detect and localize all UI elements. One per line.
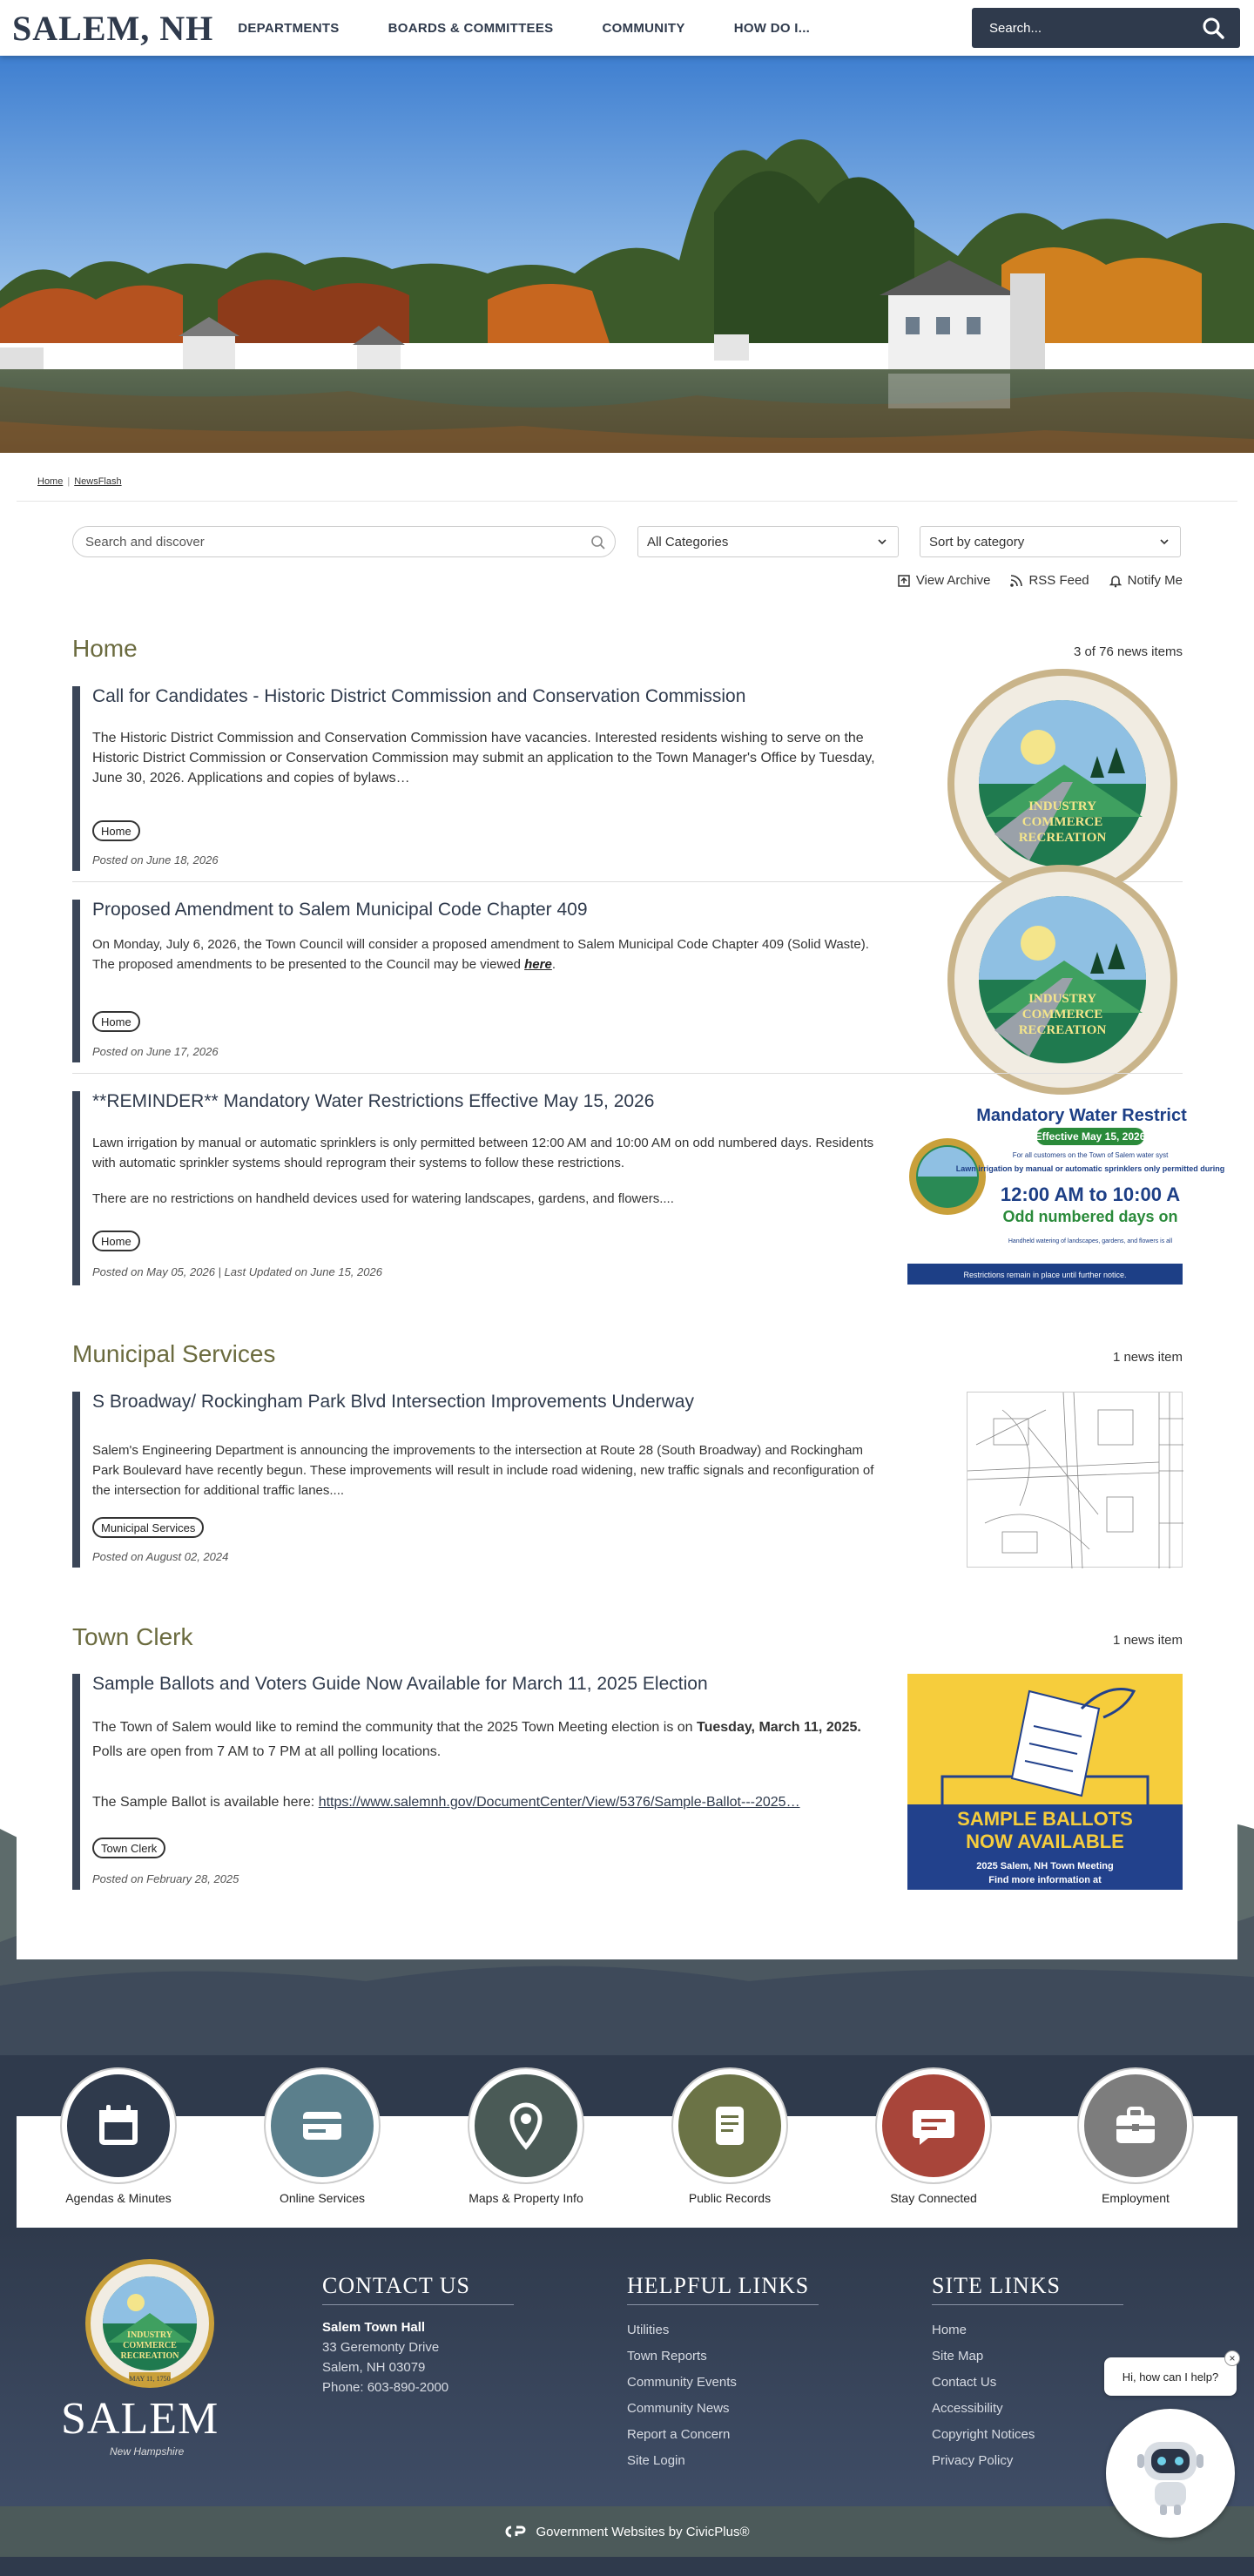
town-seal-image — [942, 900, 1183, 1062]
view-archive-link[interactable] — [897, 573, 991, 588]
news-item-description-text-a: The Town of Salem would like to remind the community that the 2025 Town Meeting election is on — [92, 1720, 698, 1735]
posted-date: Posted on May 05, 2026 | Last Updated on June 15, 2026 — [92, 1265, 382, 1278]
quick-link-label: Agendas & Minutes — [65, 2191, 172, 2205]
news-search-input[interactable] — [72, 526, 616, 557]
thumb-title: Mandatory Water Restrict — [976, 1106, 1187, 1125]
card-icon — [266, 2069, 379, 2182]
notify-me-label: Notify Me — [1127, 573, 1183, 588]
sample-ballot-text: The Sample Ballot is available here: — [92, 1795, 319, 1810]
news-item-thumbnail[interactable] — [942, 900, 1183, 1062]
sample-ballots-graphic — [907, 1674, 1183, 1890]
seal-text-commerce: COMMERCE — [1021, 815, 1103, 829]
news-item — [72, 686, 1183, 871]
section-count-home: 3 of 76 news items — [1073, 644, 1183, 659]
thumb-effective: Effective May 15, 2026 — [1035, 1130, 1146, 1143]
news-item-description-text-b: Polls are open from 7 AM to 7 PM at all polling locations. — [92, 1744, 442, 1759]
posted-date: Posted on August 02, 2024 — [92, 1550, 229, 1563]
rss-icon — [1009, 574, 1023, 588]
quick-link-label: Employment — [1102, 2191, 1170, 2205]
section-title-home: Home — [72, 635, 138, 662]
footer-link-contact-us[interactable]: Contact Us — [932, 2375, 997, 2390]
footer-helpful-heading: HELPFUL LINKS — [627, 2273, 819, 2305]
quick-link-label: Public Records — [688, 2191, 772, 2205]
thumb-line3: Handheld watering of landscapes, gardens, and flowers is all — [1008, 1238, 1173, 1244]
footer-salem-wordmark: SALEM — [61, 2394, 219, 2444]
news-item-description: The Historic District Commission and Conservation Commission have vacancies. Interested residents wishing to serve on the Historic District Commission or Conservation Commission may submit an application to the Town Manager's Office by Tuesday, June 30, 2026. Applications and copies of bylaws… — [92, 731, 875, 786]
section-count-municipal-services: 1 news item — [1112, 1350, 1183, 1365]
news-actions — [878, 573, 1183, 588]
posted-date: Posted on February 28, 2025 — [92, 1872, 239, 1885]
news-item — [72, 1091, 1225, 1285]
thumb-line1: For all customers on the Town of Salem water syst — [1012, 1151, 1169, 1159]
footer-site-links-column — [932, 2273, 1123, 2474]
section-title-municipal-services: Municipal Services — [72, 1340, 276, 1367]
search-icon[interactable] — [590, 535, 606, 550]
seal-text-industry: INDUSTRY — [127, 2330, 172, 2340]
lake-landscape-image — [0, 56, 1254, 491]
nav-departments[interactable]: DEPARTMENTS — [238, 20, 340, 36]
water-restrictions-graphic — [907, 1098, 1225, 1285]
seal-text-commerce: COMMERCE — [123, 2341, 177, 2350]
footer-link-site-login[interactable]: Site Login — [627, 2453, 685, 2468]
category-select[interactable] — [637, 526, 899, 557]
breadcrumb-home[interactable]: Home — [37, 476, 64, 487]
footer-link-utilities[interactable]: Utilities — [627, 2323, 670, 2337]
nav-community[interactable]: COMMUNITY — [602, 20, 685, 36]
footer-state-label: New Hampshire — [110, 2445, 185, 2458]
quick-link-employment[interactable] — [1062, 2069, 1210, 2205]
posted-date: Posted on June 18, 2026 — [92, 853, 219, 867]
footer-town-seal[interactable] — [84, 2257, 216, 2390]
view-archive-label: View Archive — [915, 573, 991, 588]
site-search-input[interactable] — [972, 8, 1240, 48]
briefcase-icon — [1079, 2069, 1192, 2182]
quick-link-label: Stay Connected — [890, 2191, 977, 2205]
news-item-thumbnail[interactable] — [907, 1674, 1183, 1890]
news-item-thumbnail[interactable] — [907, 1098, 1225, 1285]
news-item-description-text: On Monday, July 6, 2026, the Town Council will consider a proposed amendment to Salem Municipal Code Chapter 409 (Solid Waste). The proposed amendments to be presented to the Council may be viewed — [92, 937, 869, 972]
search-icon[interactable] — [1202, 17, 1224, 39]
hero-image — [0, 56, 1254, 491]
footer-contact-name: Salem Town Hall — [322, 2320, 426, 2335]
election-date: Tuesday, March 11, 2025. — [697, 1720, 861, 1735]
robot-icon — [1129, 2430, 1212, 2517]
here-link[interactable]: here — [524, 957, 552, 972]
footer-link-privacy[interactable]: Privacy Policy — [932, 2453, 1014, 2468]
chat-greeting-text: Hi, how can I help? — [1122, 2370, 1219, 2384]
quick-links-panel — [17, 2116, 1237, 2228]
seal-text-industry: INDUSTRY — [1028, 799, 1096, 813]
news-item-description — [92, 1716, 893, 1764]
document-icon — [673, 2069, 786, 2182]
footer-link-report-concern[interactable]: Report a Concern — [627, 2427, 731, 2442]
seal-text-commerce: COMMERCE — [1021, 1008, 1103, 1022]
quick-link-label: Online Services — [279, 2191, 366, 2205]
news-item — [72, 1392, 1183, 1568]
footer-link-home[interactable]: Home — [932, 2323, 967, 2337]
news-item-title[interactable]: **REMINDER** Mandatory Water Restrictions Effective May 15, 2026 — [92, 1091, 655, 1111]
town-seal-image — [942, 686, 1183, 871]
rss-feed-label: RSS Feed — [1028, 573, 1089, 588]
quick-link-online-services[interactable] — [248, 2069, 396, 2205]
seal-text-recreation: RECREATION — [1018, 831, 1107, 845]
category-tag[interactable]: Home — [92, 820, 140, 841]
section-title-town-clerk: Town Clerk — [72, 1623, 193, 1650]
category-select-value: All Categories — [647, 534, 729, 550]
map-pin-icon — [469, 2069, 583, 2182]
news-item-title[interactable]: Sample Ballots and Voters Guide Now Available for March 11, 2025 Election — [92, 1674, 708, 1694]
quick-link-label: Maps & Property Info — [469, 2191, 583, 2205]
newsflash-card — [17, 457, 1237, 1959]
news-item-title[interactable]: Call for Candidates - Historic District Commission and Conservation Commission — [92, 686, 746, 706]
thumb-footer: Restrictions remain in place until further notice. — [963, 1271, 1127, 1279]
footer-contact-address2: Salem, NH 03079 — [322, 2360, 426, 2375]
thumb-town-meeting: 2025 Salem, NH Town Meeting — [976, 1861, 1114, 1871]
thumb-now-available: NOW AVAILABLE — [966, 1831, 1124, 1852]
site-logo[interactable]: SALEM, NH — [12, 8, 214, 48]
news-item-description-2: There are no restrictions on handheld devices used for watering landscapes, gardens, and flowers.... — [92, 1191, 674, 1206]
archive-icon — [897, 574, 911, 588]
quick-link-stay-connected[interactable] — [860, 2069, 1008, 2205]
thumb-line2: Lawn irrigation by manual or automatic sprinklers only permitted during — [955, 1164, 1225, 1173]
site-header — [0, 0, 1254, 56]
quick-link-public-records[interactable] — [656, 2069, 804, 2205]
posted-date: Posted on June 17, 2026 — [92, 1045, 219, 1058]
category-tag[interactable]: Home — [92, 1011, 140, 1032]
seal-text-industry: INDUSTRY — [1028, 992, 1096, 1006]
chevron-down-icon — [877, 536, 887, 547]
thumb-days: Odd numbered days on — [1002, 1208, 1178, 1225]
news-item-title[interactable]: S Broadway/ Rockingham Park Blvd Intersection Improvements Underway — [92, 1392, 694, 1412]
footer-helpful-links-column — [627, 2273, 819, 2474]
intersection-plan-drawing — [967, 1393, 1183, 1568]
section-count-town-clerk: 1 news item — [1112, 1633, 1183, 1648]
news-search-placeholder: Search and discover — [85, 534, 205, 550]
footer-site-heading: SITE LINKS — [932, 2273, 1123, 2305]
news-item-description: On Monday, July 6, 2026, the Town Council will consider a proposed amendment to Salem Municipal Code Chapter 409 (Solid Waste). The proposed amendments to be presented to the Council may be viewed here. — [92, 937, 869, 972]
news-item-thumbnail[interactable] — [967, 1392, 1183, 1568]
seal-text-date: MAY 11, 1750 — [129, 2375, 171, 2383]
footer-link-site-map[interactable]: Site Map — [932, 2349, 984, 2364]
nav-boards-committees[interactable]: BOARDS & COMMITTEES — [388, 20, 554, 36]
civicplus-text: Government Websites by CivicPlus® — [536, 2524, 750, 2539]
news-item — [72, 1674, 1183, 1890]
main-nav — [238, 21, 810, 36]
calendar-icon — [62, 2069, 175, 2182]
category-tag[interactable]: Municipal Services — [92, 1517, 204, 1538]
quick-link-maps-property[interactable] — [452, 2069, 600, 2205]
footer-link-copyright[interactable]: Copyright Notices — [932, 2427, 1035, 2442]
breadcrumb: Home | NewsFlash — [37, 476, 122, 487]
category-tag[interactable]: Home — [92, 1231, 140, 1251]
footer-contact-heading: CONTACT US — [322, 2273, 514, 2305]
seal-text-recreation: RECREATION — [120, 2351, 179, 2361]
breadcrumb-newsflash[interactable]: NewsFlash — [74, 476, 122, 487]
news-item — [72, 900, 1183, 1062]
civicplus-logo-icon — [504, 2525, 527, 2538]
footer-link-community-events[interactable]: Community Events — [627, 2375, 737, 2390]
footer-contact-column — [322, 2273, 514, 2397]
sort-select[interactable] — [920, 526, 1181, 557]
footer-contact-phone: Phone: 603-890-2000 — [322, 2380, 449, 2395]
close-icon[interactable]: × — [1224, 2350, 1240, 2366]
nav-how-do-i[interactable]: HOW DO I... — [733, 20, 811, 36]
thumb-time: 12:00 AM to 10:00 A — [1000, 1183, 1181, 1205]
rss-feed-link[interactable] — [1009, 573, 1089, 588]
thumb-sample-ballots: SAMPLE BALLOTS — [957, 1808, 1133, 1830]
quick-link-agendas-minutes[interactable] — [44, 2069, 192, 2205]
news-item-description: Salem's Engineering Department is announcing the improvements to the intersection at Route 28 (South Broadway) and Rockingham Park Boulevard have recently begun. These improvements will result in include road widening, new traffic signals and reconfiguration of the intersection for additional traffic lanes.... — [92, 1443, 874, 1498]
chevron-down-icon — [1159, 536, 1170, 547]
seal-text-recreation: RECREATION — [1018, 1023, 1107, 1037]
civicplus-bar[interactable] — [0, 2506, 1254, 2557]
chatbot-launcher[interactable] — [1106, 2409, 1235, 2538]
sort-select-value: Sort by category — [929, 534, 1025, 550]
news-item-title[interactable]: Proposed Amendment to Salem Municipal Code Chapter 409 — [92, 900, 588, 920]
footer-link-community-news[interactable]: Community News — [627, 2401, 730, 2416]
thumb-find-more: Find more information at — [988, 1875, 1102, 1885]
news-item-description-2 — [92, 1792, 893, 1812]
bell-icon — [1109, 574, 1123, 588]
site-search-placeholder: Search... — [989, 20, 1042, 36]
sample-ballot-link[interactable]: https://www.salemnh.gov/DocumentCenter/View/5376/Sample-Ballot---2025… — [318, 1795, 800, 1810]
footer-link-accessibility[interactable]: Accessibility — [932, 2401, 1003, 2416]
notify-me-link[interactable] — [1109, 573, 1183, 588]
chat-icon — [877, 2069, 990, 2182]
chat-greeting-bubble[interactable] — [1104, 2352, 1237, 2396]
footer-link-town-reports[interactable]: Town Reports — [627, 2349, 707, 2364]
footer-contact-address1: 33 Geremonty Drive — [322, 2340, 440, 2355]
news-item-description: Lawn irrigation by manual or automatic sprinklers is only permitted between 12:00 AM and 10:00 AM on odd numbered days. Residents with automatic sprinkler systems should reprogram their systems to follow these restrictions. — [92, 1136, 874, 1170]
category-tag[interactable]: Town Clerk — [92, 1838, 165, 1858]
news-item-thumbnail[interactable] — [942, 686, 1183, 871]
